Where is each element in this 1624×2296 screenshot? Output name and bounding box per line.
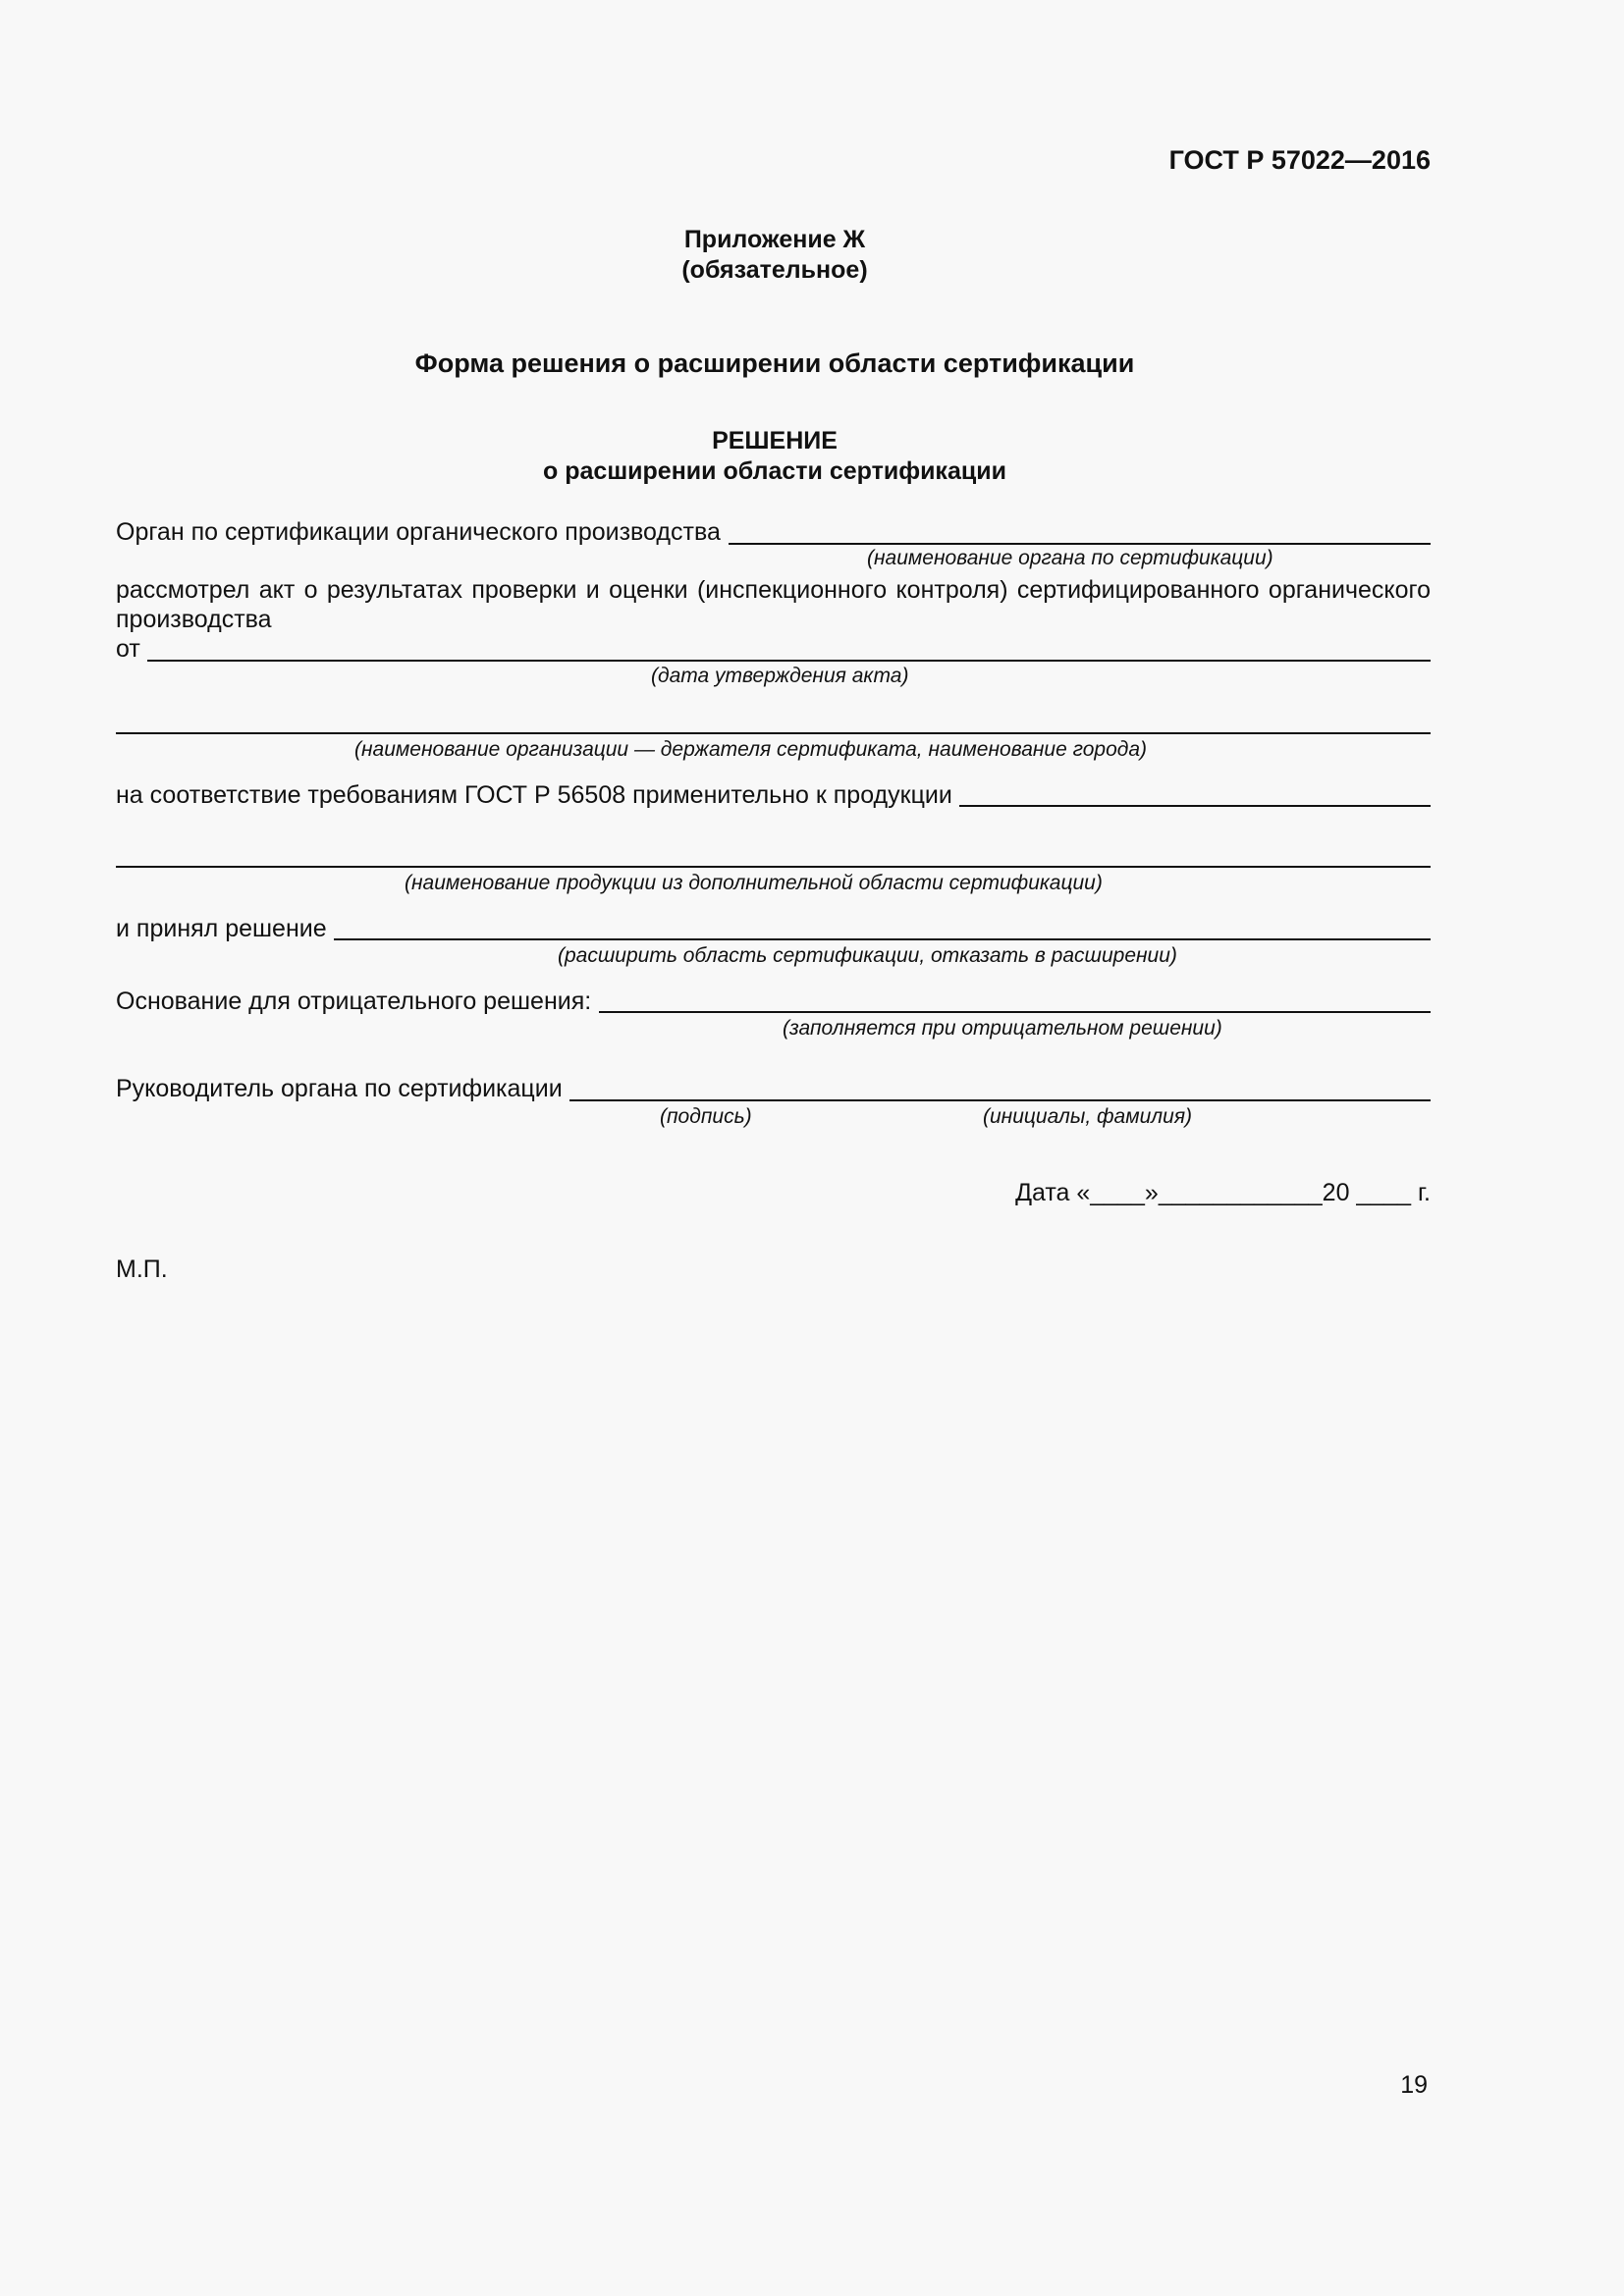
from-label: от (116, 635, 140, 663)
decision-field[interactable] (334, 938, 1431, 940)
stamp-mark: М.П. (116, 1255, 168, 1283)
grounds-label: Основание для отрицательного решения: (116, 988, 592, 1015)
name-caption: (инициалы, фамилия) (983, 1105, 1193, 1128)
product-name-field[interactable] (116, 866, 1431, 868)
document-number: ГОСТ Р 57022—2016 (1168, 145, 1431, 175)
product-caption: (наименование продукции из дополнительной области сертификации) (405, 872, 1103, 894)
grounds-caption: (заполняется при отрицательном решении) (783, 1017, 1222, 1040)
organ-name-field[interactable] (729, 543, 1431, 545)
date-caption: (дата утверждения акта) (651, 665, 909, 687)
product-field[interactable] (959, 805, 1431, 807)
decision-caption: (расширить область сертификации, отказать в расширении) (558, 944, 1177, 967)
reviewed-text-line: рассмотрел акт о результатах проверки и оценки (инспекционного контроля) сертифицированного органического (116, 576, 1431, 604)
signature-field[interactable] (569, 1099, 1431, 1101)
act-date-field[interactable] (147, 660, 1431, 662)
organ-label: Орган по сертификации органического производства (116, 518, 721, 546)
holder-name-field[interactable] (116, 732, 1431, 734)
date-line: Дата «____»____________20 ____ г. (1015, 1179, 1431, 1206)
holder-caption: (наименование организации — держателя сертификата, наименование города) (354, 738, 1148, 761)
decision-label: и принял решение (116, 915, 327, 942)
appendix-status: (обязательное) (681, 256, 868, 284)
signature-caption: (подпись) (660, 1105, 752, 1128)
compliance-label: на соответствие требованиям ГОСТ Р 56508 применительно к продукции (116, 781, 952, 809)
decision-heading: РЕШЕНИЕ (712, 427, 838, 454)
decision-subheading: о расширении области сертификации (543, 457, 1006, 485)
reviewed-text-cont: производства (116, 606, 272, 633)
page-number: 19 (1400, 2071, 1428, 2099)
organ-caption: (наименование органа по сертификации) (867, 547, 1273, 569)
form-title: Форма решения о расширении области сертификации (414, 348, 1135, 378)
grounds-field[interactable] (599, 1011, 1431, 1013)
head-label: Руководитель органа по сертификации (116, 1075, 563, 1102)
appendix-title: Приложение Ж (683, 226, 866, 253)
reviewed-text (116, 575, 1431, 605)
